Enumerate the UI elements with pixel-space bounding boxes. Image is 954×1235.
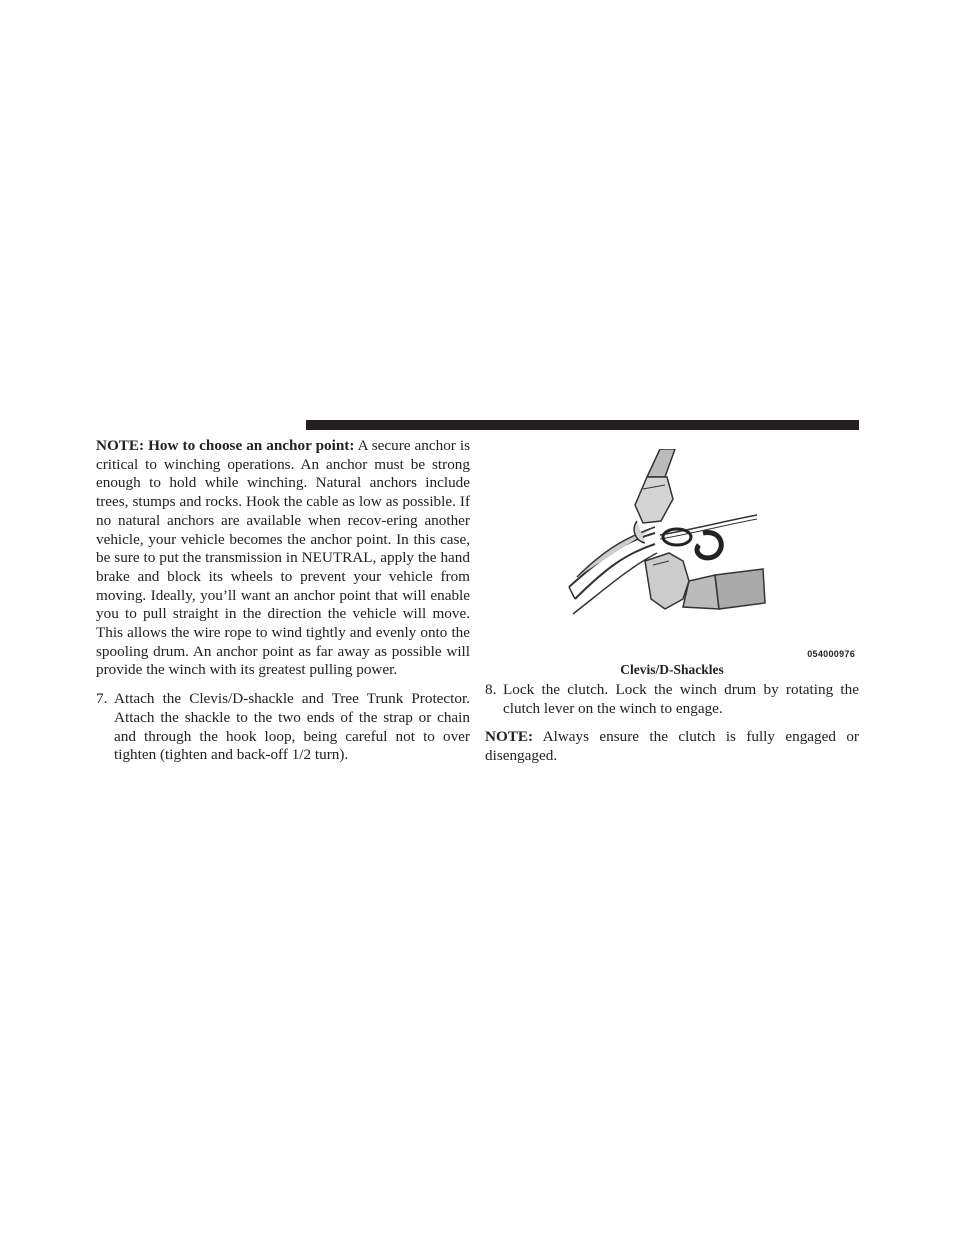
- step-number: 7.: [96, 690, 108, 708]
- note-label: NOTE:: [485, 728, 534, 746]
- figure-id: 054000976: [807, 649, 855, 659]
- note-clutch: [485, 728, 859, 765]
- step-text: Attach the Clevis/D-shackle and Tree Trunk Protector. Attach the shackle to the two ends of the strap or chain and through the hook loop, being careful not to over tighten (tighten and back-off 1/2 turn).: [114, 690, 470, 764]
- step-7: [96, 690, 470, 765]
- note-anchor-point: [96, 437, 470, 680]
- step-number: 8.: [485, 681, 497, 698]
- figure-caption: Clevis/D-Shackles: [620, 662, 724, 677]
- step-text: Lock the clutch. Lock the winch drum by rotating the clutch lever on the winch to engage.: [503, 681, 859, 717]
- note-text: A secure anchor is critical to winching operations. An anchor must be strong enough to hold while winching. Natural anchors include trees, stumps and rocks. Hook the cable as low as possible. If no natural anchors are available when recov-ering another vehicle, your vehicle becomes the anchor point. In this case, be sure to put the transmission in NEUTRAL, apply the hand brake and block its wheels to prevent your vehicle from moving. Ideally, you’ll want an anchor point that will enable you to pull straight in the direction the vehicle will move. This allows the wire rope to wind tightly and evenly onto the spooling drum. An anchor point as far away as possible will provide the winch with its greatest pulling power.: [96, 437, 470, 679]
- left-column: [96, 437, 470, 775]
- shackle-figure: [485, 449, 859, 681]
- clevis-shackle-illustration: [565, 449, 775, 629]
- right-column: [485, 449, 859, 776]
- note-text: Always ensure the clutch is fully engaged or disengaged.: [485, 728, 859, 765]
- step-8: [485, 681, 859, 718]
- right-body: [485, 681, 859, 766]
- note-label: NOTE: How to choose an anchor point:: [96, 437, 355, 454]
- header-rule: [306, 420, 859, 430]
